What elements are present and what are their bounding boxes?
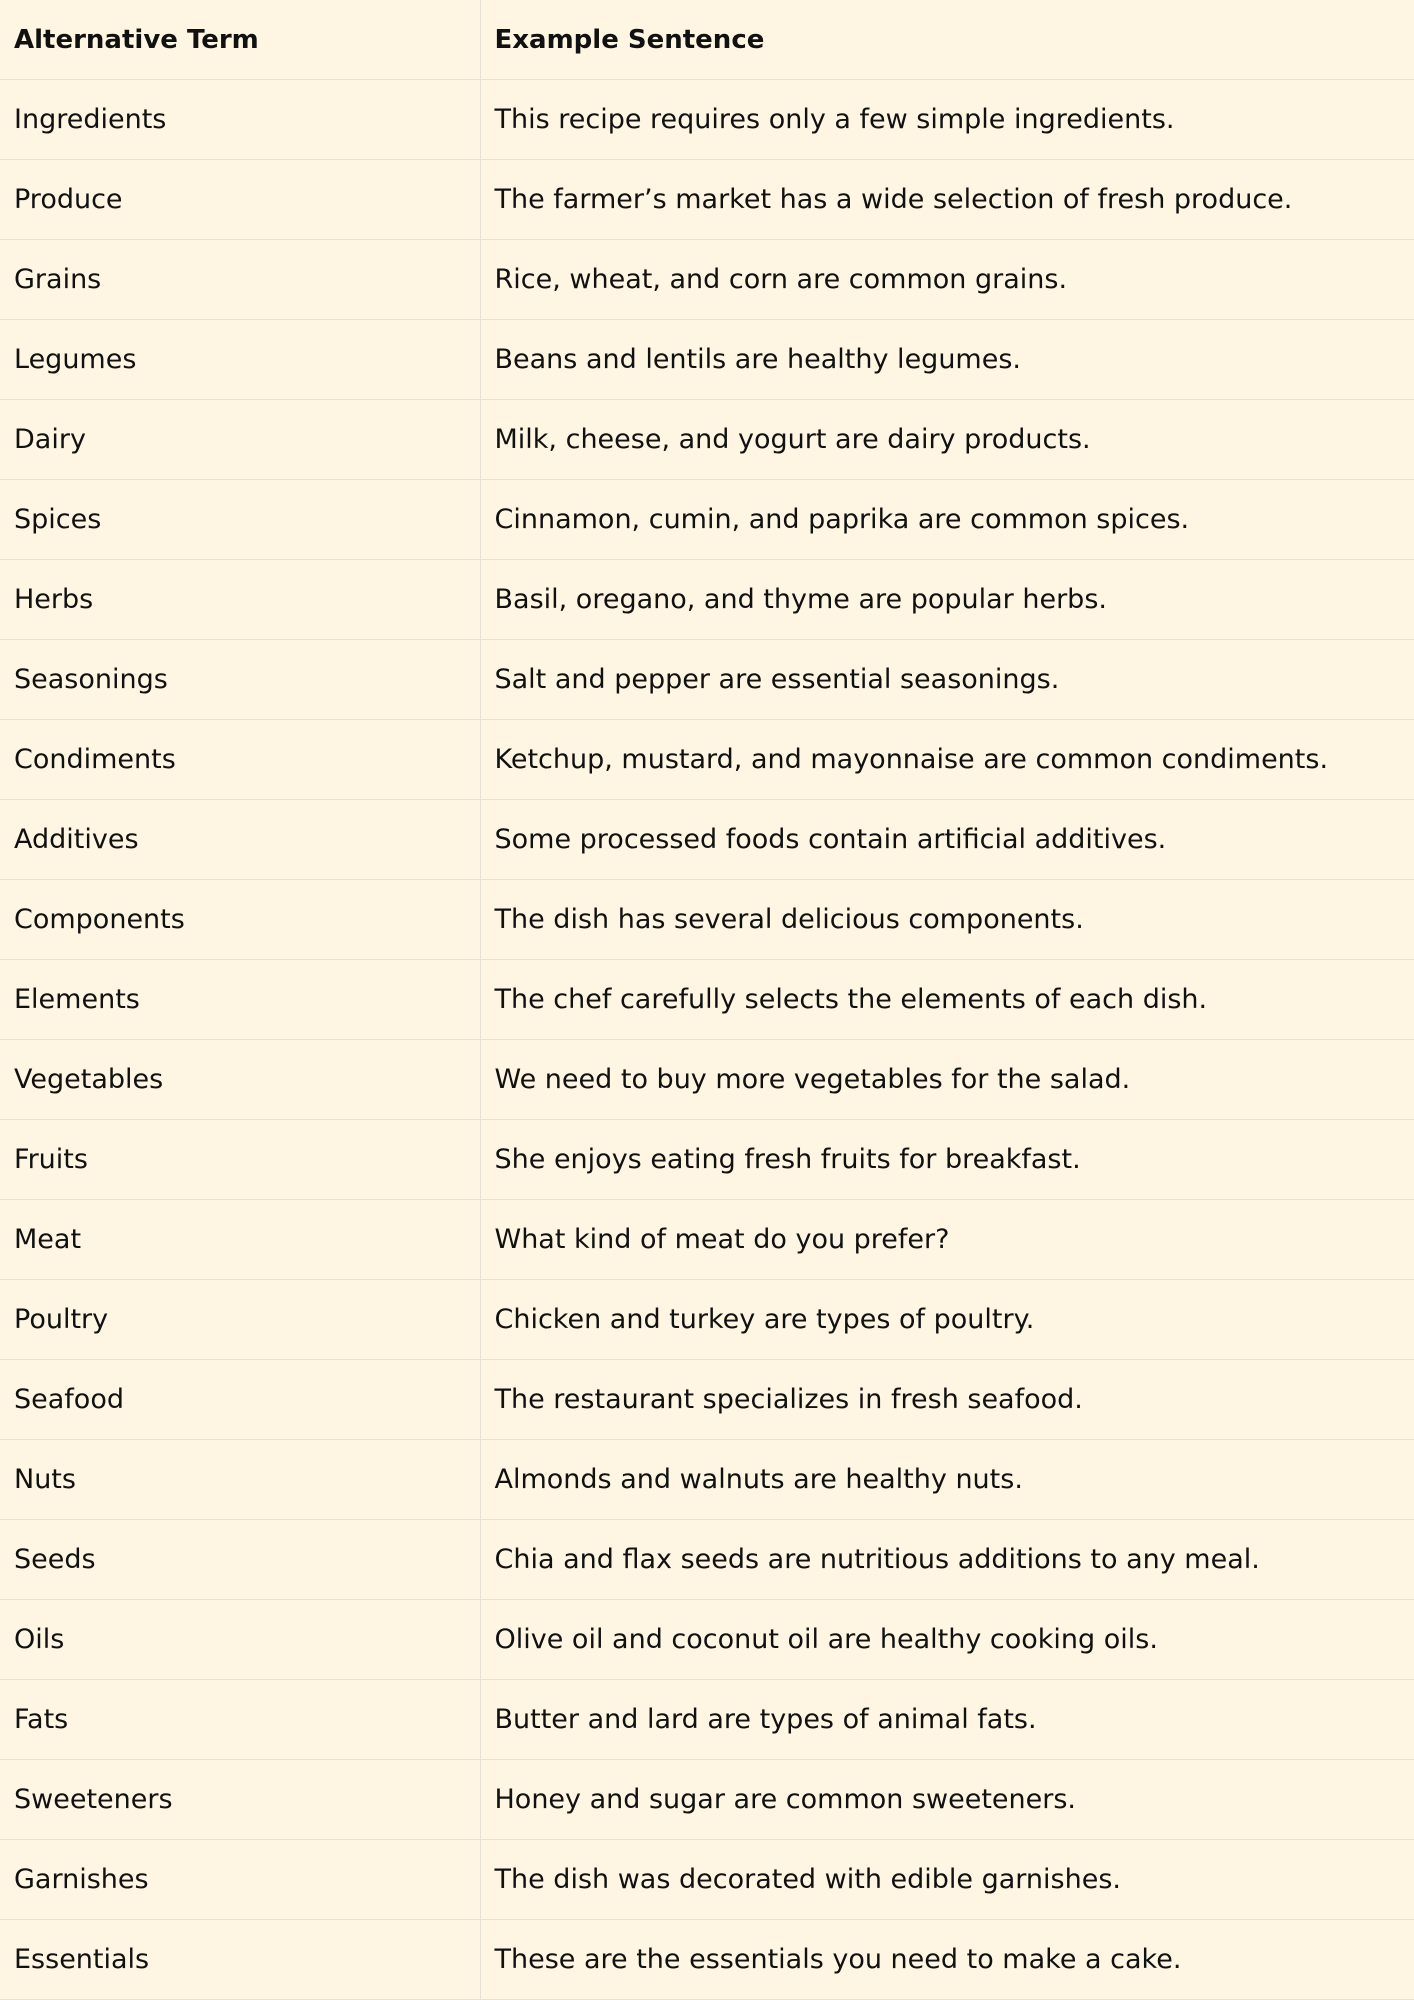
term-cell: Herbs [0, 560, 480, 640]
term-cell: Nuts [0, 1440, 480, 1520]
term-cell: Meat [0, 1200, 480, 1280]
table-row [0, 1920, 1414, 2000]
term-cell: Spices [0, 480, 480, 560]
table-row [0, 1280, 1414, 1360]
table-row [0, 560, 1414, 640]
term-cell: Oils [0, 1600, 480, 1680]
sentence-cell: Olive oil and coconut oil are healthy cooking oils. [480, 1600, 1414, 1680]
table-row [0, 320, 1414, 400]
sentence-cell: Chia and flax seeds are nutritious additions to any meal. [480, 1520, 1414, 1600]
sentence-cell: Almonds and walnuts are healthy nuts. [480, 1440, 1414, 1520]
sentence-cell: Chicken and turkey are types of poultry. [480, 1280, 1414, 1360]
sentence-cell: The chef carefully selects the elements of each dish. [480, 960, 1414, 1040]
table-row [0, 1840, 1414, 1920]
term-cell: Vegetables [0, 1040, 480, 1120]
sentence-cell: Ketchup, mustard, and mayonnaise are common condiments. [480, 720, 1414, 800]
term-cell: Grains [0, 240, 480, 320]
term-cell: Legumes [0, 320, 480, 400]
term-cell: Garnishes [0, 1840, 480, 1920]
table-row [0, 240, 1414, 320]
sentence-cell: Rice, wheat, and corn are common grains. [480, 240, 1414, 320]
table-row [0, 1760, 1414, 1840]
sentence-cell: The farmer’s market has a wide selection of fresh produce. [480, 160, 1414, 240]
sentence-cell: These are the essentials you need to make a cake. [480, 1920, 1414, 2000]
table-row [0, 80, 1414, 160]
sentence-cell: The dish was decorated with edible garnishes. [480, 1840, 1414, 1920]
table-row [0, 1680, 1414, 1760]
header-alternative-term: Alternative Term [0, 0, 480, 80]
table-row [0, 1120, 1414, 1200]
header-row [0, 0, 1414, 80]
sentence-cell: The dish has several delicious components. [480, 880, 1414, 960]
term-cell: Seasonings [0, 640, 480, 720]
table-row [0, 960, 1414, 1040]
term-cell: Essentials [0, 1920, 480, 2000]
table-row [0, 1520, 1414, 1600]
table-row [0, 880, 1414, 960]
sentence-cell: The restaurant specializes in fresh seafood. [480, 1360, 1414, 1440]
term-cell: Ingredients [0, 80, 480, 160]
sentence-cell: Salt and pepper are essential seasonings. [480, 640, 1414, 720]
sentence-cell: We need to buy more vegetables for the salad. [480, 1040, 1414, 1120]
table-row [0, 640, 1414, 720]
sentence-cell: This recipe requires only a few simple ingredients. [480, 80, 1414, 160]
sentence-cell: Milk, cheese, and yogurt are dairy products. [480, 400, 1414, 480]
table-row [0, 160, 1414, 240]
table-row [0, 480, 1414, 560]
sentence-cell: Honey and sugar are common sweeteners. [480, 1760, 1414, 1840]
table-row [0, 720, 1414, 800]
table-row [0, 1040, 1414, 1120]
term-cell: Dairy [0, 400, 480, 480]
sentence-cell: Some processed foods contain artificial additives. [480, 800, 1414, 880]
table-header [0, 0, 1414, 80]
sentence-cell: Butter and lard are types of animal fats. [480, 1680, 1414, 1760]
term-cell: Seafood [0, 1360, 480, 1440]
term-cell: Seeds [0, 1520, 480, 1600]
term-cell: Additives [0, 800, 480, 880]
term-cell: Produce [0, 160, 480, 240]
sentence-cell: What kind of meat do you prefer? [480, 1200, 1414, 1280]
table-row [0, 800, 1414, 880]
sentence-cell: Basil, oregano, and thyme are popular herbs. [480, 560, 1414, 640]
term-cell: Poultry [0, 1280, 480, 1360]
term-cell: Condiments [0, 720, 480, 800]
table-row [0, 1360, 1414, 1440]
term-cell: Fats [0, 1680, 480, 1760]
sentence-cell: She enjoys eating fresh fruits for breakfast. [480, 1120, 1414, 1200]
term-cell: Components [0, 880, 480, 960]
term-cell: Sweeteners [0, 1760, 480, 1840]
table-row [0, 400, 1414, 480]
header-example-sentence: Example Sentence [480, 0, 1414, 80]
sentence-cell: Beans and lentils are healthy legumes. [480, 320, 1414, 400]
term-cell: Elements [0, 960, 480, 1040]
table-row [0, 1600, 1414, 1680]
table-row [0, 1440, 1414, 1520]
table-row [0, 1200, 1414, 1280]
table-body [0, 80, 1414, 2000]
sentence-cell: Cinnamon, cumin, and paprika are common spices. [480, 480, 1414, 560]
term-cell: Fruits [0, 1120, 480, 1200]
